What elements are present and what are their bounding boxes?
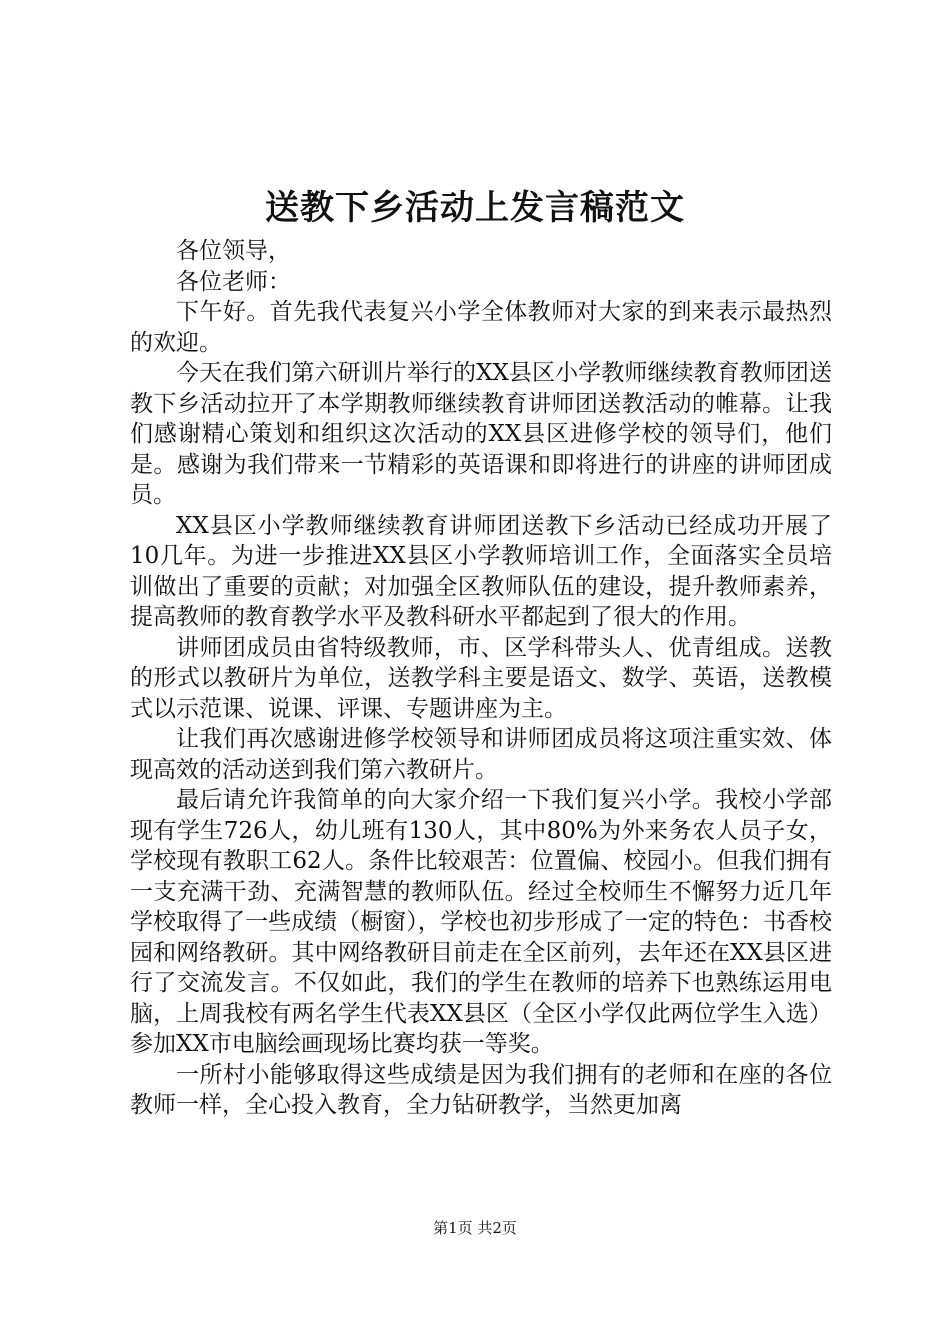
- document-title: 送教下乡活动上发言稿范文: [265, 188, 685, 228]
- salutation-leaders: 各位领导，: [176, 238, 291, 264]
- paragraph: XX县区小学教师继续教育讲师团送教下乡活动已经成功开展了10几年。为进一步推进XX县区小学教师培训工作，全面落实全员培训做出了重要的贡献；对加强全区教师队伍的建设，提升教师素养，提高教师的教育教学水平及教科研水平都起到了很大的作用。: [130, 512, 832, 630]
- document-body: [130, 236, 832, 1121]
- paragraph: 下午好。首先我代表复兴小学全体教师对大家的到来表示最热烈的欢迎。: [130, 299, 832, 356]
- paragraph: 最后请允许我简单的向大家介绍一下我们复兴小学。我校小学部现有学生726人，幼儿班有130人，其中80%为外来务农人员子女，学校现有教职工62人。条件比较艰苦：位置偏、校园小。但我们拥有一支充满干劲、充满智慧的教师队伍。经过全校师生不懈努力近几年学校取得了一些成绩（橱窗），学校也初步形成了一定的特色：书香校园和网络教研。其中网络教研目前走在全区前列，去年还在XX县区进行了交流发言。不仅如此，我们的学生在教师的培养下也熟练运用电脑，上周我校有两名学生代表XX县区（全区小学仅此两位学生入选）参加XX市电脑绘画现场比赛均获一等奖。: [130, 787, 832, 1057]
- paragraph: 让我们再次感谢进修学校领导和讲师团成员将这项注重实效、体现高效的活动送到我们第六教研片。: [130, 726, 832, 783]
- paragraph: 讲师团成员由省特级教师，市、区学科带头人、优青组成。送教的形式以教研片为单位，送教学科主要是语文、数学、英语，送教模式以示范课、说课、评课、专题讲座为主。: [130, 634, 832, 722]
- paragraph: 一所村小能够取得这些成绩是因为我们拥有的老师和在座的各位教师一样，全心投入教育，全力钻研教学，当然更加离: [130, 1061, 832, 1118]
- page-footer: 第1页 共2页: [433, 1219, 517, 1237]
- paragraph: 今天在我们第六研训片举行的XX县区小学教师继续教育教师团送教下乡活动拉开了本学期教师继续教育讲师团送教活动的帷幕。让我们感谢精心策划和组织这次活动的XX县区进修学校的领导们，他们是。感谢为我们带来一节精彩的英语课和即将进行的讲座的讲师团成员。: [130, 360, 832, 508]
- salutation-teachers: 各位老师：: [176, 268, 291, 295]
